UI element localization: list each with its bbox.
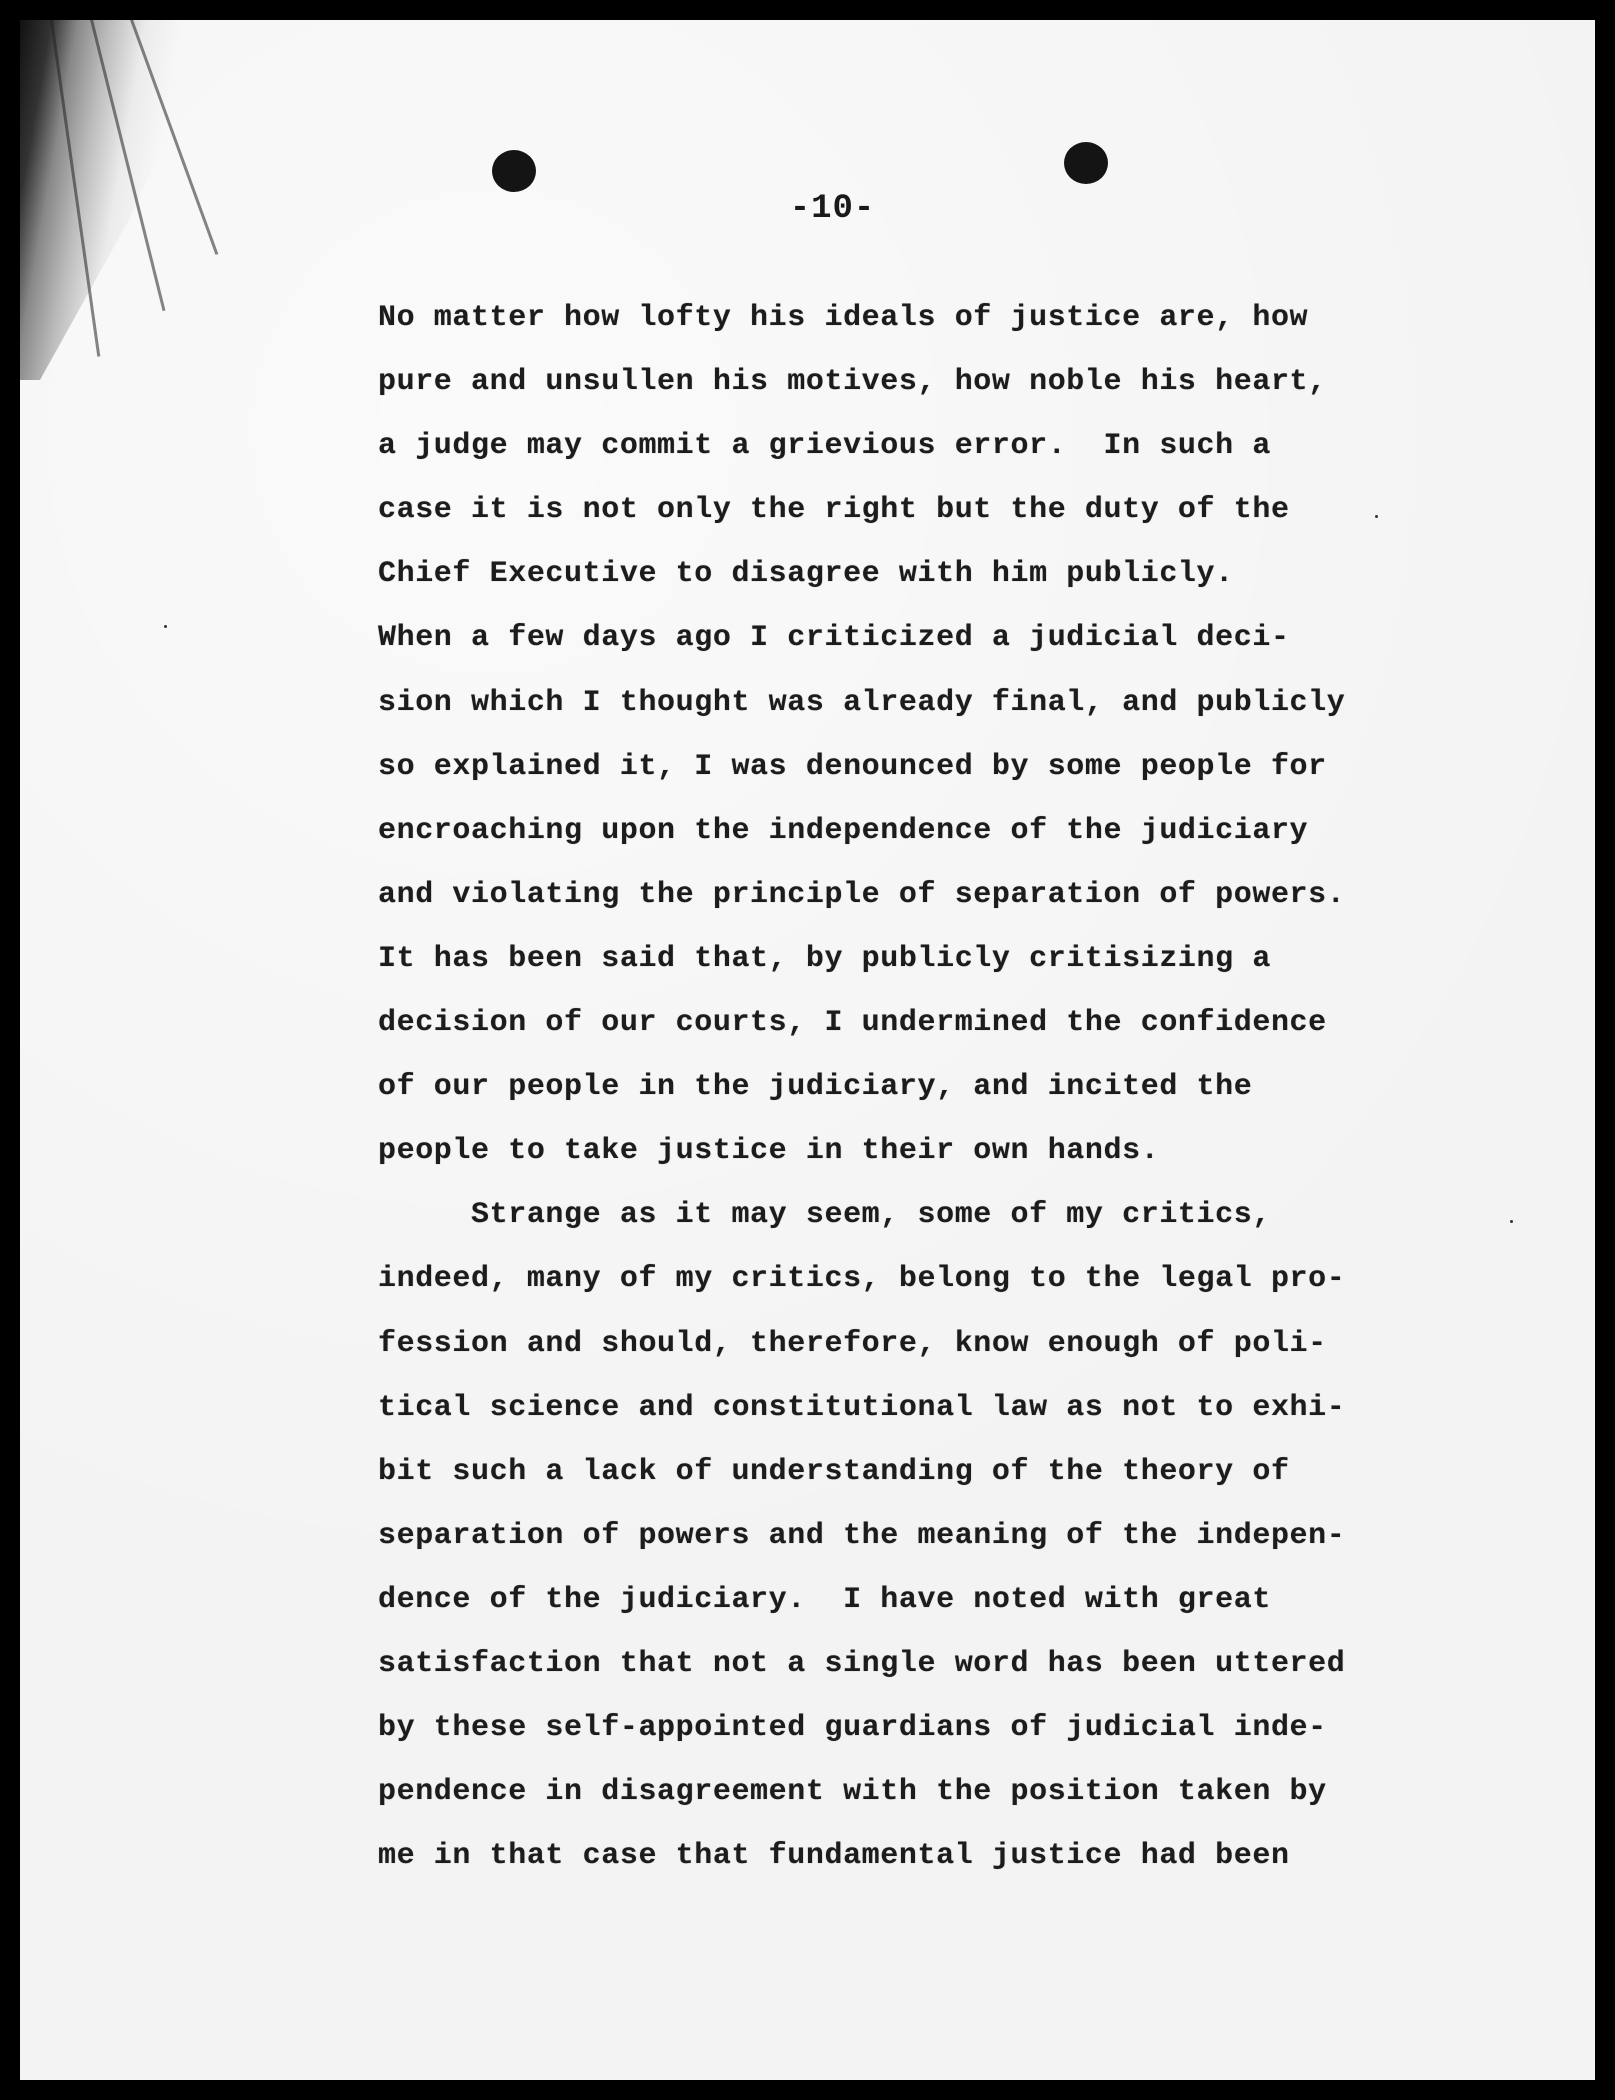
text-line: When a few days ago I criticized a judicial deci- <box>378 621 1290 656</box>
text-line: and violating the principle of separation of powers. <box>378 877 1346 912</box>
text-line: bit such a lack of understanding of the theory of <box>378 1454 1290 1489</box>
text-line: pendence in disagreement with the position taken by <box>378 1775 1327 1810</box>
text-line: of our people in the judiciary, and incited the <box>378 1070 1253 1105</box>
text-line: pure and unsullen his motives, how noble his heart, <box>378 365 1327 400</box>
text-line: case it is not only the right but the duty of the <box>378 493 1290 528</box>
text-line: tical science and constitutional law as not to exhi- <box>378 1390 1346 1425</box>
text-line: people to take justice in their own hands. <box>378 1134 1160 1169</box>
text-line: separation of powers and the meaning of the indepen- <box>378 1518 1346 1553</box>
text-line: It has been said that, by publicly critisizing a <box>378 941 1271 976</box>
text-line: so explained it, I was denounced by some people for <box>378 749 1327 784</box>
text-line: me in that case that fundamental justice had been <box>378 1839 1290 1874</box>
text-line: satisfaction that not a single word has been uttered <box>378 1646 1346 1681</box>
text-line: Strange as it may seem, some of my critics, <box>378 1198 1271 1233</box>
text-line: fession and should, therefore, know enough of poli- <box>378 1326 1327 1361</box>
text-line: Chief Executive to disagree with him publicly. <box>378 557 1234 592</box>
paper-speck <box>164 625 167 628</box>
text-line: dence of the judiciary. I have noted with great <box>378 1582 1271 1617</box>
typed-body-text <box>378 286 1438 1888</box>
text-line: by these self-appointed guardians of judicial inde- <box>378 1711 1327 1746</box>
text-line: a judge may commit a grievious error. In such a <box>378 429 1271 464</box>
text-line: indeed, many of my critics, belong to the legal pro- <box>378 1262 1346 1297</box>
text-line: No matter how lofty his ideals of justice are, how <box>378 301 1309 335</box>
punch-hole-right <box>1064 142 1108 184</box>
page-number: -10- <box>789 190 876 228</box>
document-page <box>20 20 1595 2080</box>
paper-speck <box>1510 1220 1513 1223</box>
text-line: sion which I thought was already final, and publicly <box>378 685 1346 720</box>
text-line: encroaching upon the independence of the judiciary <box>378 813 1309 848</box>
text-line: decision of our courts, I undermined the confidence <box>378 1006 1327 1041</box>
punch-hole-left <box>492 150 536 192</box>
